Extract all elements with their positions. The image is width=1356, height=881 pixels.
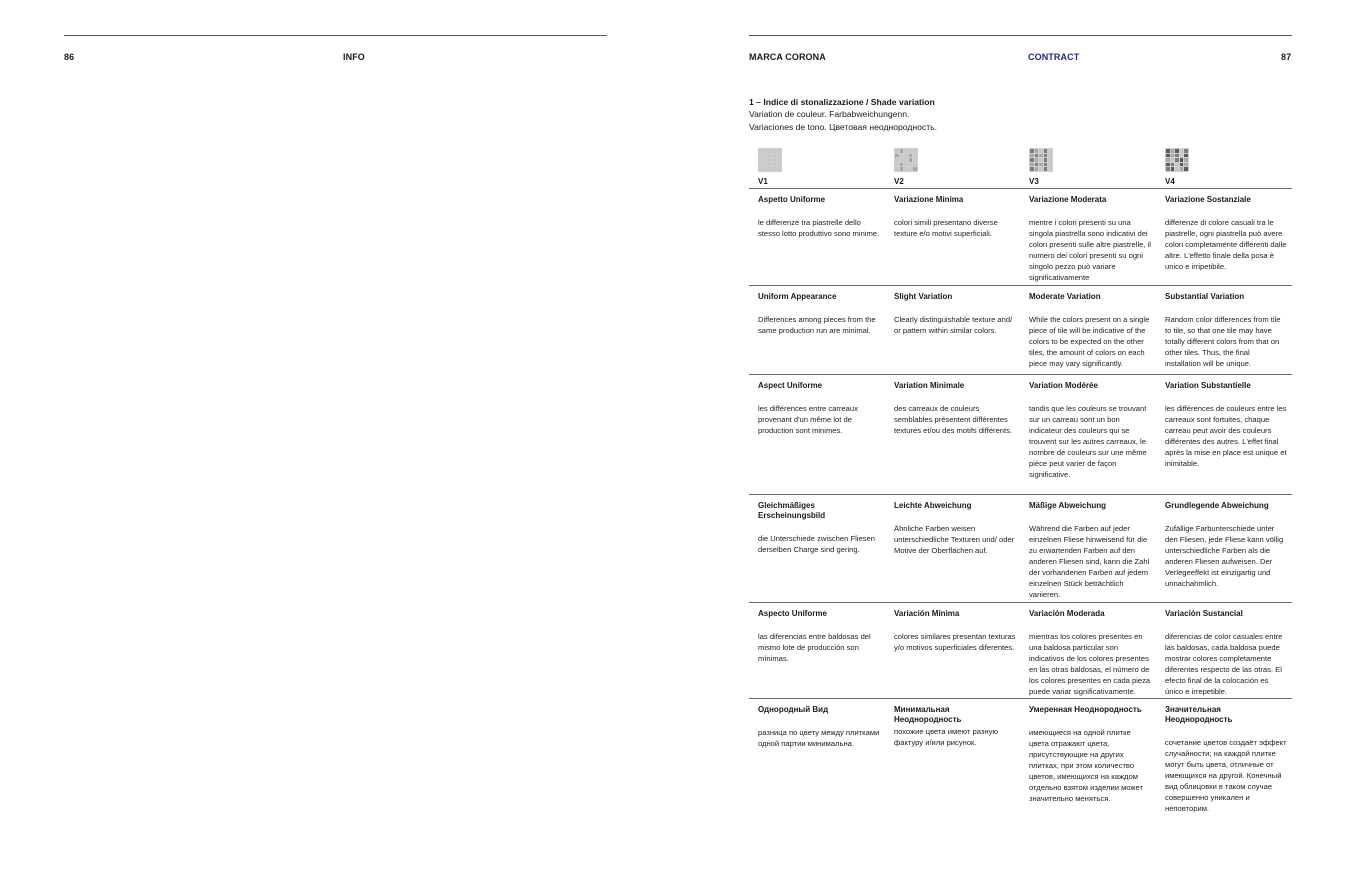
swatch-tile bbox=[1044, 163, 1048, 167]
table-cell bbox=[1165, 699, 1287, 814]
cell-text: Clearly distinguishable texture and/ or pattern within similar colors. bbox=[894, 315, 1013, 335]
swatch-tile bbox=[1166, 149, 1170, 153]
swatch-tile bbox=[1166, 158, 1170, 162]
swatch-tile bbox=[1030, 149, 1034, 153]
table-cell bbox=[1165, 286, 1287, 369]
swatch-tile bbox=[1180, 158, 1184, 162]
cell-title: Значительная Неоднородность bbox=[1165, 705, 1233, 724]
cell-text: diferencias de color casuales entre las baldosas, cada baldosa puede mostrar colores completamente diferentes respecto de las otras. El efecto final de la colocación es único e irrepetible. bbox=[1165, 632, 1283, 696]
swatch-tile bbox=[1044, 154, 1048, 158]
swatch-tile bbox=[764, 154, 768, 158]
swatch-tile bbox=[900, 163, 904, 167]
cell-title: Variazione Moderata bbox=[1029, 195, 1107, 204]
swatch-tile bbox=[909, 163, 913, 167]
swatch-tile bbox=[777, 163, 781, 167]
table-row bbox=[749, 494, 1292, 602]
swatch-tile bbox=[913, 158, 917, 162]
cell-title: Умеренная Неоднородность bbox=[1029, 705, 1142, 714]
shade-section-heading bbox=[749, 96, 937, 133]
swatch-tile bbox=[759, 149, 763, 153]
swatch-tile bbox=[1039, 149, 1043, 153]
swatch-tile bbox=[1171, 158, 1175, 162]
table-cell bbox=[894, 495, 1016, 556]
table-cell bbox=[1029, 286, 1151, 369]
cell-title: Aspecto Uniforme bbox=[758, 609, 827, 618]
table-cell bbox=[894, 189, 1016, 239]
swatch-tile bbox=[773, 154, 777, 158]
cell-text: похожие цвета имеют разную фактуру и/или рисунок. bbox=[894, 727, 999, 747]
swatch-tile bbox=[1171, 149, 1175, 153]
table-cell bbox=[1165, 603, 1287, 697]
swatch-tile bbox=[900, 149, 904, 153]
swatch-tile bbox=[1030, 167, 1034, 171]
shade-v4-swatch-icon bbox=[1165, 148, 1189, 172]
cell-text: Während die Farben auf jeder einzelnen Fliese hinweisend für die zu erwartenden Farben auf den anderen Fliesen sind, kann die Zahl der vorhandenen Farben auf jedem einzelnen Stück beträchtlich variieren. bbox=[1029, 524, 1150, 599]
cell-title: Uniform Appearance bbox=[758, 292, 837, 301]
swatch-tile bbox=[768, 149, 772, 153]
swatch-tile bbox=[759, 163, 763, 167]
cell-text: Ähnliche Farben weisen unterschiedliche Texturen und/ oder Motive der Oberflächen auf. bbox=[894, 524, 1015, 555]
cell-title: Variation Substantielle bbox=[1165, 381, 1251, 390]
swatch-tile bbox=[1048, 158, 1052, 162]
cell-text: des carreaux de couleurs semblables présentent différentes textures et/ou des motifs différents. bbox=[894, 404, 1013, 435]
cell-title: Однородный Вид bbox=[758, 705, 829, 714]
swatch-tile bbox=[773, 167, 777, 171]
cell-text: las diferencias entre baldosas del mismo lote de producción son mínimas. bbox=[758, 632, 871, 663]
swatch-tile bbox=[904, 167, 908, 171]
swatch-tile bbox=[1184, 154, 1188, 158]
swatch-tile bbox=[1180, 163, 1184, 167]
swatch-tile bbox=[1180, 154, 1184, 158]
swatch-tile bbox=[1048, 149, 1052, 153]
cell-text: les différences de couleurs entre les carreaux sont fortuites, chaque carreau peut avoir des couleurs différentes des autres. L'effet final après la mise en place est unique et inimitable. bbox=[1165, 404, 1287, 468]
swatch-tile bbox=[1175, 163, 1179, 167]
swatch-tile bbox=[764, 163, 768, 167]
swatch-tile bbox=[1184, 163, 1188, 167]
table-cell bbox=[758, 189, 880, 239]
table-row bbox=[749, 698, 1292, 813]
swatch-tile bbox=[777, 167, 781, 171]
table-cell bbox=[758, 699, 880, 749]
cell-title: Минимальная Неоднородность bbox=[894, 705, 962, 724]
left-page-header: INFO bbox=[343, 52, 365, 62]
swatch-tile bbox=[1175, 158, 1179, 162]
swatch-tile bbox=[1048, 154, 1052, 158]
cell-title: Variación Sustancial bbox=[1165, 609, 1243, 618]
table-cell bbox=[894, 603, 1016, 653]
swatch-tile bbox=[1039, 163, 1043, 167]
cell-title: Slight Variation bbox=[894, 292, 953, 301]
swatch-tile bbox=[1044, 149, 1048, 153]
swatch-tile bbox=[768, 158, 772, 162]
swatch-tile bbox=[904, 154, 908, 158]
table-cell bbox=[1029, 699, 1151, 804]
swatch-tile bbox=[900, 158, 904, 162]
swatch-tile bbox=[1166, 163, 1170, 167]
swatch-tile bbox=[764, 158, 768, 162]
cell-text: differenze di colore casuali tra le piastrelle, ogni piastrella può avere colori completamente differenti dalle altre. L'effetto finale della posa è unico e irripetibile. bbox=[1165, 218, 1287, 271]
swatch-tile bbox=[1166, 167, 1170, 171]
shade-v1-swatch-icon bbox=[758, 148, 782, 172]
swatch-tile bbox=[913, 167, 917, 171]
cell-title: Variation Minimale bbox=[894, 381, 965, 390]
brand-name: MARCA CORONA bbox=[749, 52, 826, 62]
swatch-tile bbox=[1171, 154, 1175, 158]
left-page-number: 86 bbox=[64, 52, 75, 62]
swatch-tile bbox=[759, 154, 763, 158]
swatch-tile bbox=[1035, 167, 1039, 171]
swatch-tile bbox=[777, 158, 781, 162]
swatch-tile bbox=[1166, 154, 1170, 158]
swatch-tile bbox=[759, 167, 763, 171]
cell-text: colori simili presentano diverse texture e/o motivi superficiali. bbox=[894, 218, 998, 238]
cell-text: имеющиеся на одной плитке цвета отражают цвета, присутствующие на других плитках, при этом количество цветов, имеющихся на каждом отдельно взятом изделии может значительно меняться. bbox=[1029, 728, 1143, 803]
column-label-v3: V3 bbox=[1029, 177, 1039, 186]
swatch-tile bbox=[1030, 154, 1034, 158]
swatch-tile bbox=[904, 158, 908, 162]
swatch-tile bbox=[1030, 158, 1034, 162]
table-cell bbox=[1165, 375, 1287, 469]
swatch-tile bbox=[1048, 167, 1052, 171]
swatch-tile bbox=[909, 149, 913, 153]
swatch-tile bbox=[1035, 158, 1039, 162]
cell-title: Moderate Variation bbox=[1029, 292, 1101, 301]
table-cell bbox=[1165, 495, 1287, 589]
swatch-tile bbox=[913, 154, 917, 158]
column-label-v2: V2 bbox=[894, 177, 904, 186]
cell-title: Substantial Variation bbox=[1165, 292, 1245, 301]
swatch-tile bbox=[895, 154, 899, 158]
right-page-number: 87 bbox=[1281, 52, 1292, 62]
table-cell bbox=[758, 286, 880, 336]
swatch-tile bbox=[777, 149, 781, 153]
swatch-tile bbox=[773, 149, 777, 153]
swatch-tile bbox=[1039, 154, 1043, 158]
cell-text: die Unterschiede zwischen Fliesen derselben Charge sind gering. bbox=[758, 534, 875, 554]
section-name: CONTRACT bbox=[1028, 52, 1080, 62]
swatch-tile bbox=[1175, 154, 1179, 158]
swatch-tile bbox=[1035, 154, 1039, 158]
table-cell bbox=[1029, 603, 1151, 697]
cell-text: Differences among pieces from the same production run are minimal. bbox=[758, 315, 876, 335]
table-cell bbox=[1029, 189, 1151, 283]
swatch-tile bbox=[1030, 163, 1034, 167]
swatch-tile bbox=[1035, 163, 1039, 167]
left-top-rule bbox=[64, 35, 607, 36]
cell-title: Variazione Sostanziale bbox=[1165, 195, 1251, 204]
cell-title: Aspetto Uniforme bbox=[758, 195, 826, 204]
cell-text: le differenze tra piastrelle dello stesso lotto produttivo sono minime. bbox=[758, 218, 880, 238]
cell-title: Grundlegende Abweichung bbox=[1165, 501, 1269, 510]
shade-section-subtitle-2: Variaciones de tono. Цветовая неоднородность. bbox=[749, 121, 937, 132]
cell-text: les différences entre carreaux provenant d'un même lot de production sont minimes. bbox=[758, 404, 858, 435]
table-row bbox=[749, 602, 1292, 698]
swatch-tile bbox=[909, 158, 913, 162]
swatch-tile bbox=[764, 167, 768, 171]
swatch-tile bbox=[909, 154, 913, 158]
swatch-tile bbox=[768, 163, 772, 167]
right-top-rule bbox=[749, 35, 1292, 36]
swatch-tile bbox=[1180, 167, 1184, 171]
table-cell bbox=[1029, 495, 1151, 600]
table-row bbox=[749, 285, 1292, 374]
swatch-tile bbox=[1175, 149, 1179, 153]
swatch-tile bbox=[1180, 149, 1184, 153]
table-cell bbox=[894, 286, 1016, 336]
swatch-tile bbox=[1184, 167, 1188, 171]
shade-variation-table bbox=[749, 148, 1292, 813]
cell-title: Aspect Uniforme bbox=[758, 381, 823, 390]
swatch-tile bbox=[1048, 163, 1052, 167]
swatch-tile bbox=[1171, 163, 1175, 167]
cell-text: colores similares presentan texturas y/o motivos superficiales diferentes. bbox=[894, 632, 1016, 652]
swatch-tile bbox=[1184, 149, 1188, 153]
swatch-tile bbox=[904, 163, 908, 167]
cell-title: Variazione Minima bbox=[894, 195, 964, 204]
cell-text: tandis que les couleurs se trouvant sur un carreau sont un bon indicateur des couleurs qui se trouvent sur les autres carreaux, le nombre de couleurs sur une même pièce peut varier de façon significative. bbox=[1029, 404, 1147, 479]
cell-text: mentre i colori presenti su una singola piastrella sono indicativi dei colori presenti sulle altre piastrelle, il numero dei colori presenti su ogni singolo pezzo può variare significativamente bbox=[1029, 218, 1151, 282]
cell-text: Zufällige Farbunterschiede unter den Fliesen, jede Fliese kann völlig unterschiedliche Farben als die anderen Fliesen aufweisen. Der Verlegeeffekt ist einzigartig und unnachahmlich. bbox=[1165, 524, 1284, 588]
swatch-tile bbox=[777, 154, 781, 158]
swatch-tile bbox=[759, 158, 763, 162]
swatch-tile bbox=[764, 149, 768, 153]
table-cell bbox=[758, 603, 880, 664]
swatch-tile bbox=[909, 167, 913, 171]
table-cell bbox=[894, 699, 1016, 748]
table-row bbox=[749, 374, 1292, 494]
table-cell bbox=[1165, 189, 1287, 272]
cell-title: Mäßige Abweichung bbox=[1029, 501, 1107, 510]
column-label-v4: V4 bbox=[1165, 177, 1175, 186]
swatch-tile bbox=[768, 154, 772, 158]
cell-text: Random color differences from tile to tile, so that one tile may have totally different colors from that on other tiles. Thus, the final installation will be unique. bbox=[1165, 315, 1281, 368]
swatch-tile bbox=[773, 158, 777, 162]
cell-title: Gleichmäßiges Erscheinungsbild bbox=[758, 501, 826, 520]
cell-text: сочетание цветов создаёт эффект случайности; на каждой плитке могут быть цвета, отличные от имеющихся на другой. Конечный вид облицовки в таком случае совершенно уникален и неповторим. bbox=[1165, 738, 1287, 813]
swatch-tile bbox=[1184, 158, 1188, 162]
swatch-tile bbox=[900, 154, 904, 158]
shade-v3-swatch-icon bbox=[1029, 148, 1053, 172]
table-cell bbox=[894, 375, 1016, 436]
swatch-tile bbox=[773, 163, 777, 167]
swatch-tile bbox=[904, 149, 908, 153]
shade-v2-swatch-icon bbox=[894, 148, 918, 172]
swatch-tile bbox=[1175, 167, 1179, 171]
table-cell bbox=[758, 495, 880, 555]
cell-text: mientras los colores presentes en una baldosa particular son indicativos de los colores presentes en las otras baldosas, el número de los colores presentes en cada pieza puede variar significativamente. bbox=[1029, 632, 1151, 696]
cell-text: While the colors present on a single piece of tile will be indicative of the colors to be expected on the other tiles, the amount of colors on each piece may vary significantly. bbox=[1029, 315, 1150, 368]
table-cell bbox=[758, 375, 880, 436]
swatch-tile bbox=[1171, 167, 1175, 171]
shade-section-title: 1 – Indice di stonalizzazione / Shade variation bbox=[749, 97, 935, 107]
swatch-tile bbox=[913, 149, 917, 153]
table-header-row bbox=[749, 148, 1292, 188]
table-row bbox=[749, 188, 1292, 285]
swatch-tile bbox=[1035, 149, 1039, 153]
table-cell bbox=[1029, 375, 1151, 480]
swatch-tile bbox=[1044, 158, 1048, 162]
cell-title: Variación Mínima bbox=[894, 609, 960, 618]
cell-title: Leichte Abweichung bbox=[894, 501, 972, 510]
cell-title: Variation Modérée bbox=[1029, 381, 1098, 390]
swatch-tile bbox=[895, 167, 899, 171]
swatch-tile bbox=[895, 163, 899, 167]
swatch-tile bbox=[768, 167, 772, 171]
swatch-tile bbox=[895, 158, 899, 162]
swatch-tile bbox=[1044, 167, 1048, 171]
swatch-tile bbox=[895, 149, 899, 153]
swatch-tile bbox=[1039, 158, 1043, 162]
cell-text: разница по цвету между плитками одной партии минимальна. bbox=[758, 728, 880, 748]
swatch-tile bbox=[913, 163, 917, 167]
cell-title: Variación Moderada bbox=[1029, 609, 1105, 618]
swatch-tile bbox=[900, 167, 904, 171]
swatch-tile bbox=[1039, 167, 1043, 171]
column-label-v1: V1 bbox=[758, 177, 768, 186]
shade-section-subtitle-1: Variation de couleur. Farbabweichungenn. bbox=[749, 109, 910, 119]
